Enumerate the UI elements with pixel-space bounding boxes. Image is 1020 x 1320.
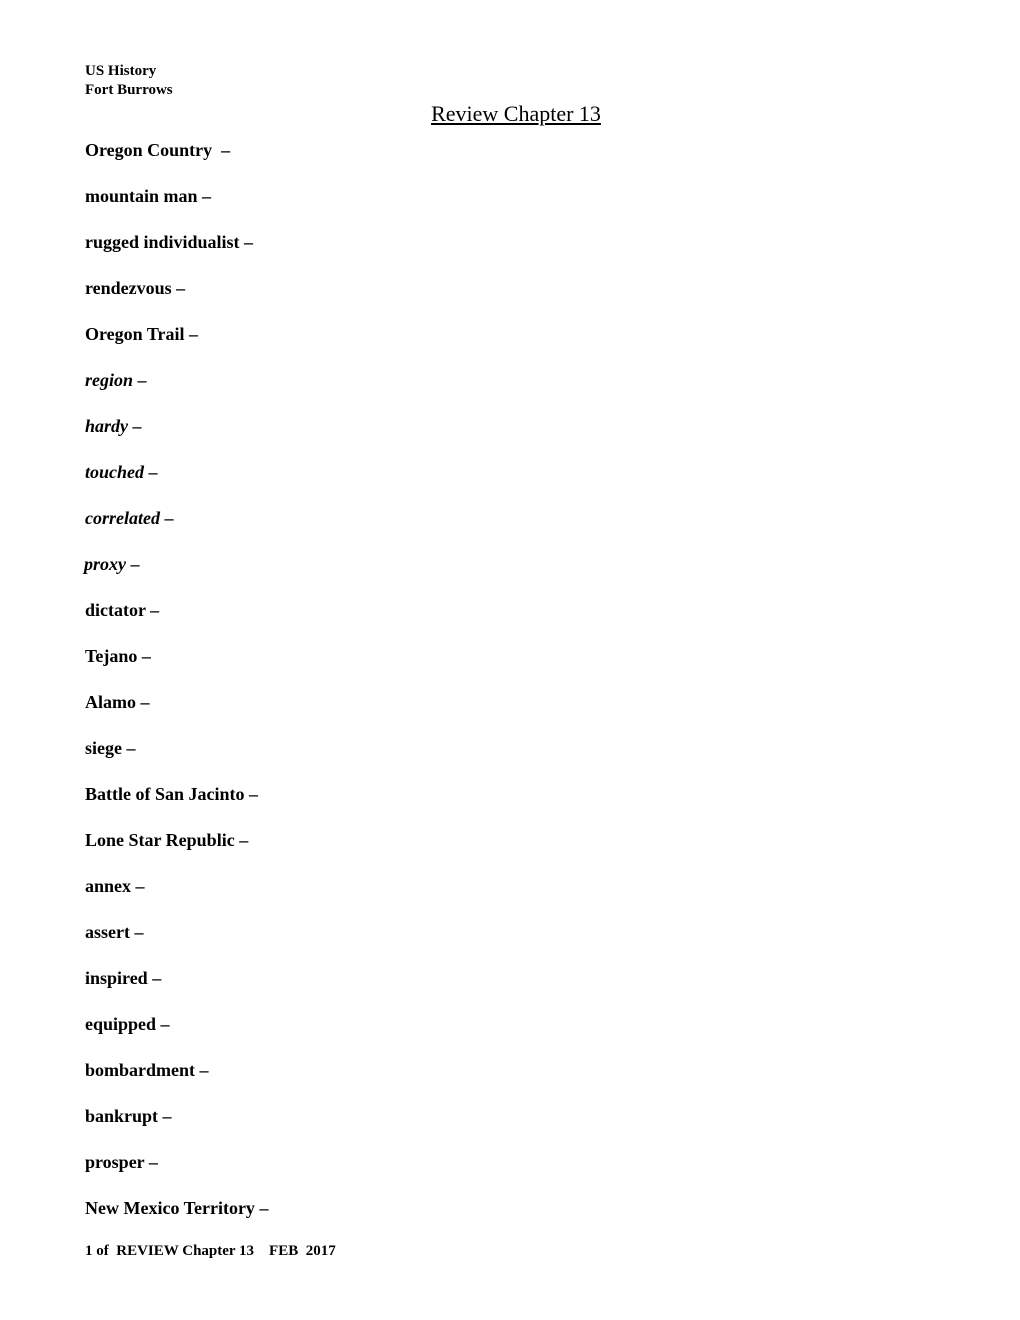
- term-word: Alamo: [85, 692, 136, 712]
- term-item: [85, 414, 268, 460]
- term-dash: –: [234, 830, 249, 850]
- term-word: proxy: [84, 554, 126, 574]
- term-word: rendezvous: [85, 278, 172, 298]
- term-word: bombardment: [85, 1060, 196, 1080]
- term-item: [85, 230, 268, 276]
- term-word: inspired: [85, 968, 148, 988]
- term-item: [85, 782, 268, 828]
- term-dash: –: [137, 646, 151, 666]
- term-word: Lone Star Republic: [85, 830, 235, 850]
- term-item: [85, 276, 268, 322]
- term-word: Oregon Country: [85, 140, 217, 160]
- term-item: [85, 920, 268, 966]
- term-dash: –: [239, 232, 254, 252]
- term-dash: –: [171, 278, 186, 298]
- term-list: [85, 138, 268, 1242]
- term-dash: –: [156, 1014, 170, 1034]
- page-footer: 1 of REVIEW Chapter 13 FEB 2017: [85, 1243, 336, 1259]
- term-dash: –: [136, 692, 150, 712]
- term-dash: –: [197, 186, 212, 206]
- term-item: [85, 736, 268, 782]
- term-item: [85, 1012, 268, 1058]
- term-word: prosper: [85, 1152, 145, 1172]
- term-item: [85, 1058, 268, 1104]
- term-dash: –: [144, 462, 158, 482]
- term-dash: –: [129, 922, 144, 942]
- term-item: [85, 506, 268, 552]
- term-dash: –: [195, 1060, 209, 1080]
- term-item: [85, 368, 268, 414]
- term-item: [85, 1104, 268, 1150]
- term-dash: –: [147, 968, 162, 988]
- term-dash: –: [133, 370, 147, 390]
- term-word: correlated: [85, 508, 160, 528]
- term-word: bankrupt: [85, 1106, 159, 1126]
- term-item: [85, 690, 268, 736]
- term-word: dictator: [85, 600, 146, 620]
- term-word: annex: [85, 876, 132, 896]
- term-item: [85, 874, 268, 920]
- term-word: New Mexico Territory: [85, 1198, 255, 1218]
- page-title: Review Chapter 13: [431, 101, 601, 126]
- term-word: Oregon Trail: [85, 324, 185, 344]
- term-dash: –: [128, 416, 142, 436]
- term-dash: –: [184, 324, 199, 344]
- term-dash: –: [216, 140, 231, 160]
- term-dash: –: [145, 600, 160, 620]
- term-word: rugged individualist: [85, 232, 240, 252]
- term-dash: –: [158, 1106, 172, 1126]
- term-word: siege: [85, 738, 122, 758]
- term-word: region: [85, 370, 134, 390]
- course-name: US History: [85, 63, 157, 79]
- term-item: [85, 966, 268, 1012]
- term-word: Battle of San Jacinto: [85, 784, 245, 804]
- term-dash: –: [254, 1198, 269, 1218]
- term-dash: –: [159, 508, 174, 528]
- term-word: touched: [85, 462, 145, 482]
- term-item: [85, 828, 268, 874]
- term-word: mountain man: [85, 186, 198, 206]
- term-item: [85, 644, 268, 690]
- term-dash: –: [244, 784, 258, 804]
- term-item: [85, 1196, 268, 1242]
- term-item: [85, 184, 268, 230]
- term-item: [85, 1150, 268, 1196]
- teacher-name: Fort Burrows: [85, 82, 173, 98]
- term-word: equipped: [85, 1014, 157, 1034]
- term-item: [85, 460, 268, 506]
- term-dash: –: [144, 1152, 158, 1172]
- term-item: [84, 552, 268, 598]
- term-item: [85, 138, 268, 184]
- term-word: assert: [85, 922, 130, 942]
- term-item: [85, 598, 268, 644]
- term-dash: –: [121, 738, 136, 758]
- term-dash: –: [126, 554, 140, 574]
- term-word: Tejano: [85, 646, 138, 666]
- term-item: [85, 322, 268, 368]
- term-word: hardy: [85, 416, 129, 436]
- term-dash: –: [131, 876, 145, 896]
